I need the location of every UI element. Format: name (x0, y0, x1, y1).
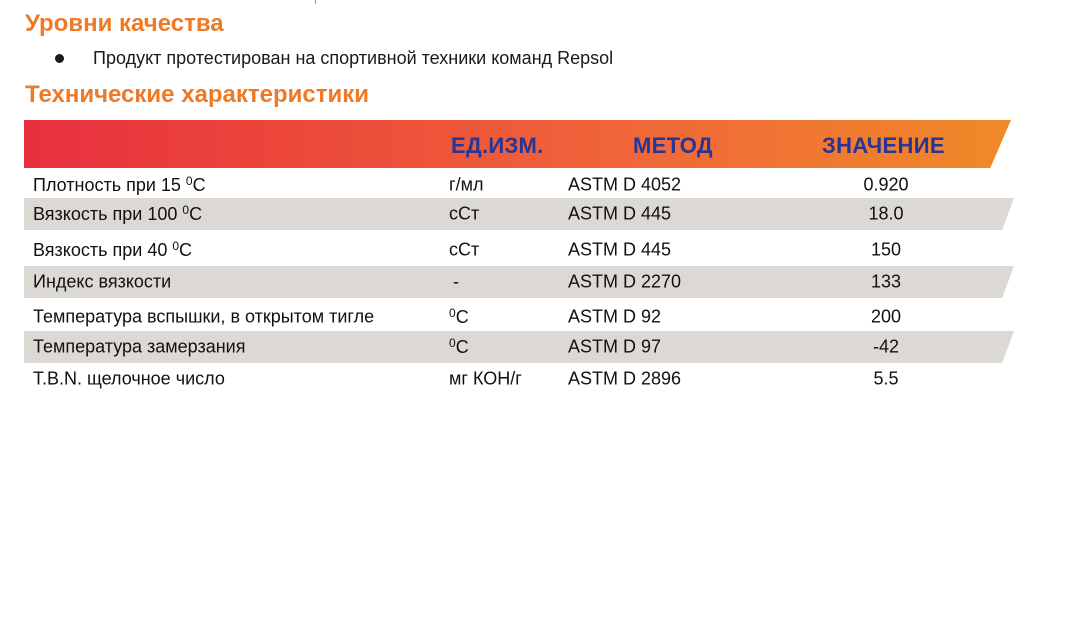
top-edge-mark (315, 0, 316, 4)
row-shade (24, 266, 1014, 298)
row-name: Плотность при 15 $^0$C (33, 174, 206, 195)
row-name: T.B.N. щелочное число (33, 368, 225, 389)
row-name: Температура вспышки, в открытом тигле (33, 306, 375, 327)
row-method: ASTM D 4052 (568, 174, 682, 195)
quality-levels-title: Уровни качества (25, 10, 224, 37)
row-method: ASTM D 445 (568, 203, 672, 224)
row-unit: cCт (449, 239, 480, 260)
quality-bullet-item (55, 48, 613, 69)
table-row: Температура замерзания $^0$C ASTM D 97 -42 (24, 331, 1014, 363)
row-name: Вязкость при 40 $^0$C (33, 239, 193, 260)
row-unit: - (453, 271, 459, 292)
row-method: ASTM D 2270 (568, 271, 682, 292)
bullet-icon (55, 54, 64, 63)
row-method: ASTM D 92 (568, 306, 662, 327)
row-method: ASTM D 97 (568, 336, 662, 357)
row-unit: мг КОН/г (449, 368, 522, 389)
quality-bullet-text: Продукт протестирован на спортивной техники команд Repsol (93, 48, 614, 68)
table-row: Вязкость при 40 $^0$C cCт ASTM D 445 150 (33, 239, 902, 260)
header-unit: ЕД.ИЗМ. (451, 133, 544, 158)
row-unit: $^0$C (449, 336, 469, 357)
table-row: T.B.N. щелочное число мг КОН/г ASTM D 2896 5.5 (33, 368, 899, 389)
header-value: ЗНАЧЕНИЕ (822, 133, 945, 158)
table-row: Плотность при 15 $^0$C г/мл ASTM D 4052 0.920 (33, 174, 909, 195)
tech-specs-title: Технические характеристики (25, 81, 370, 108)
row-name: Индекс вязкости (33, 271, 172, 292)
row-name: Температура замерзания (33, 336, 246, 357)
table-row: Вязкость при 100 $^0$C cCт ASTM D 445 18.0 (24, 198, 1014, 230)
table-row: Температура вспышки, в открытом тигле $^0$C ASTM D 92 200 (33, 306, 902, 327)
row-unit: г/мл (449, 174, 484, 195)
row-method: ASTM D 445 (568, 239, 672, 260)
table-row: Индекс вязкости - ASTM D 2270 133 (24, 266, 1014, 298)
row-unit: $^0$C (449, 306, 469, 327)
row-name: Вязкость при 100 $^0$C (33, 203, 203, 224)
row-method: ASTM D 2896 (568, 368, 682, 389)
header-method: МЕТОД (633, 133, 713, 158)
row-unit: cCт (449, 203, 480, 224)
